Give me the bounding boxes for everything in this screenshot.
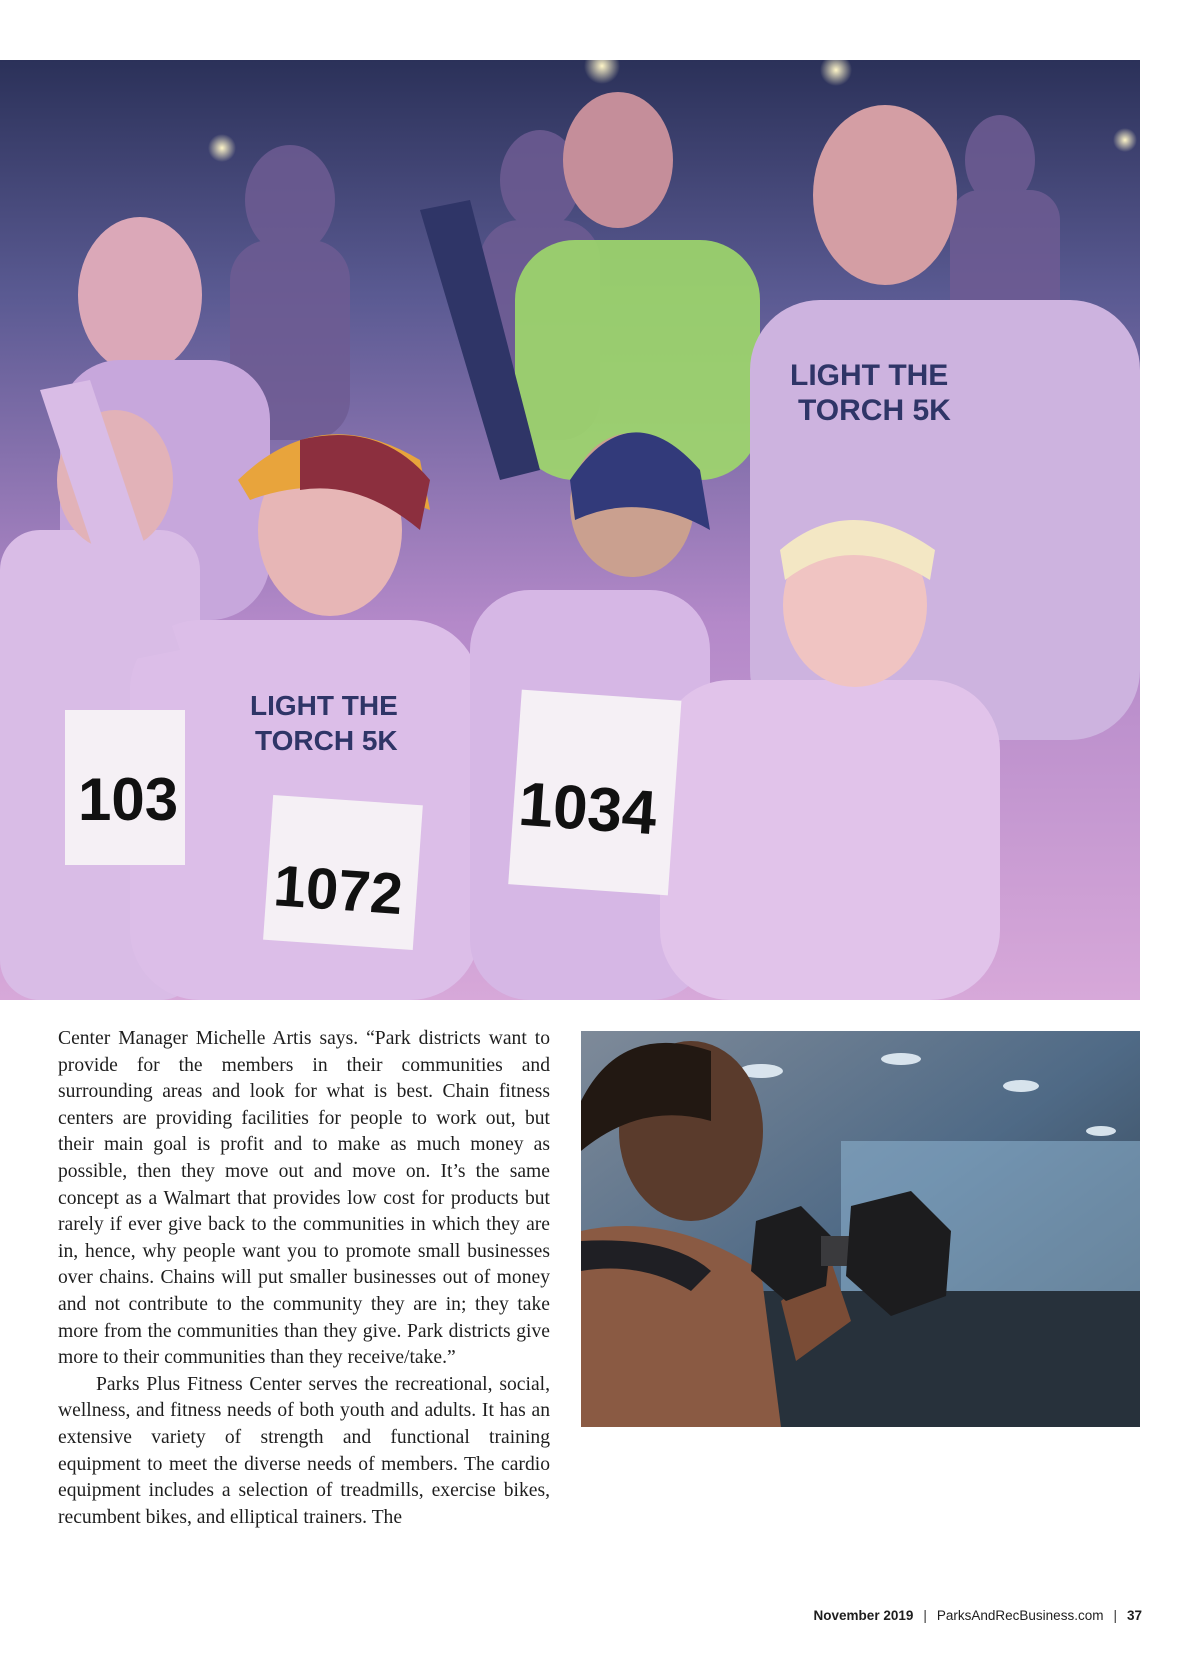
shirt-print-boy-line2: TORCH 5K (255, 725, 398, 756)
shirt-print-boy: LIGHT THE (250, 690, 398, 721)
page-footer (814, 1608, 1142, 1623)
race-bib-number: 103 (78, 766, 179, 833)
race-bib-number: 1072 (271, 853, 405, 928)
gym-photo-dumbbell-curl (581, 1031, 1140, 1427)
footer-divider: | (1113, 1608, 1117, 1623)
race-bib-number: 1034 (516, 769, 659, 849)
shirt-print-man: LIGHT THE (790, 359, 949, 392)
article-paragraph: Parks Plus Fitness Center serves the recreational, social, wellness, and fitness needs of both youth and adults. It has an extensive variety of strength and functional training equipment to meet the diverse needs of members. The cardio equipment includes a selection of treadmills, exercise bikes, recumbent bikes, and elliptical trainers. The (58, 1373, 550, 1528)
issue-date: November 2019 (813, 1608, 914, 1623)
hero-photo-race-crowd (0, 60, 1140, 1000)
shirt-print-man-line2: TORCH 5K (798, 394, 951, 427)
page-number: 37 (1126, 1608, 1142, 1623)
publication-website: ParksAndRecBusiness.com (936, 1608, 1104, 1623)
footer-divider: | (923, 1608, 927, 1623)
article-paragraph: Center Manager Michelle Artis says. “Park districts want to provide for the members in their communities and surrounding areas and look for what is best. Chain fitness centers are providing facilities for people to work out, but their main goal is profit and to make as much money as possible, then they move out and move on. It’s the same concept as a Walmart that provides low cost for products but rarely if ever give back to the communities in which they are in, hence, why people want you to promote small businesses over chains. Chains will put smaller businesses out of money and not contribute to the community they are in; they take more from the communities than they give. Park districts give more to their communities than they receive/take.” (58, 1028, 550, 1369)
article-body (58, 1026, 550, 1531)
